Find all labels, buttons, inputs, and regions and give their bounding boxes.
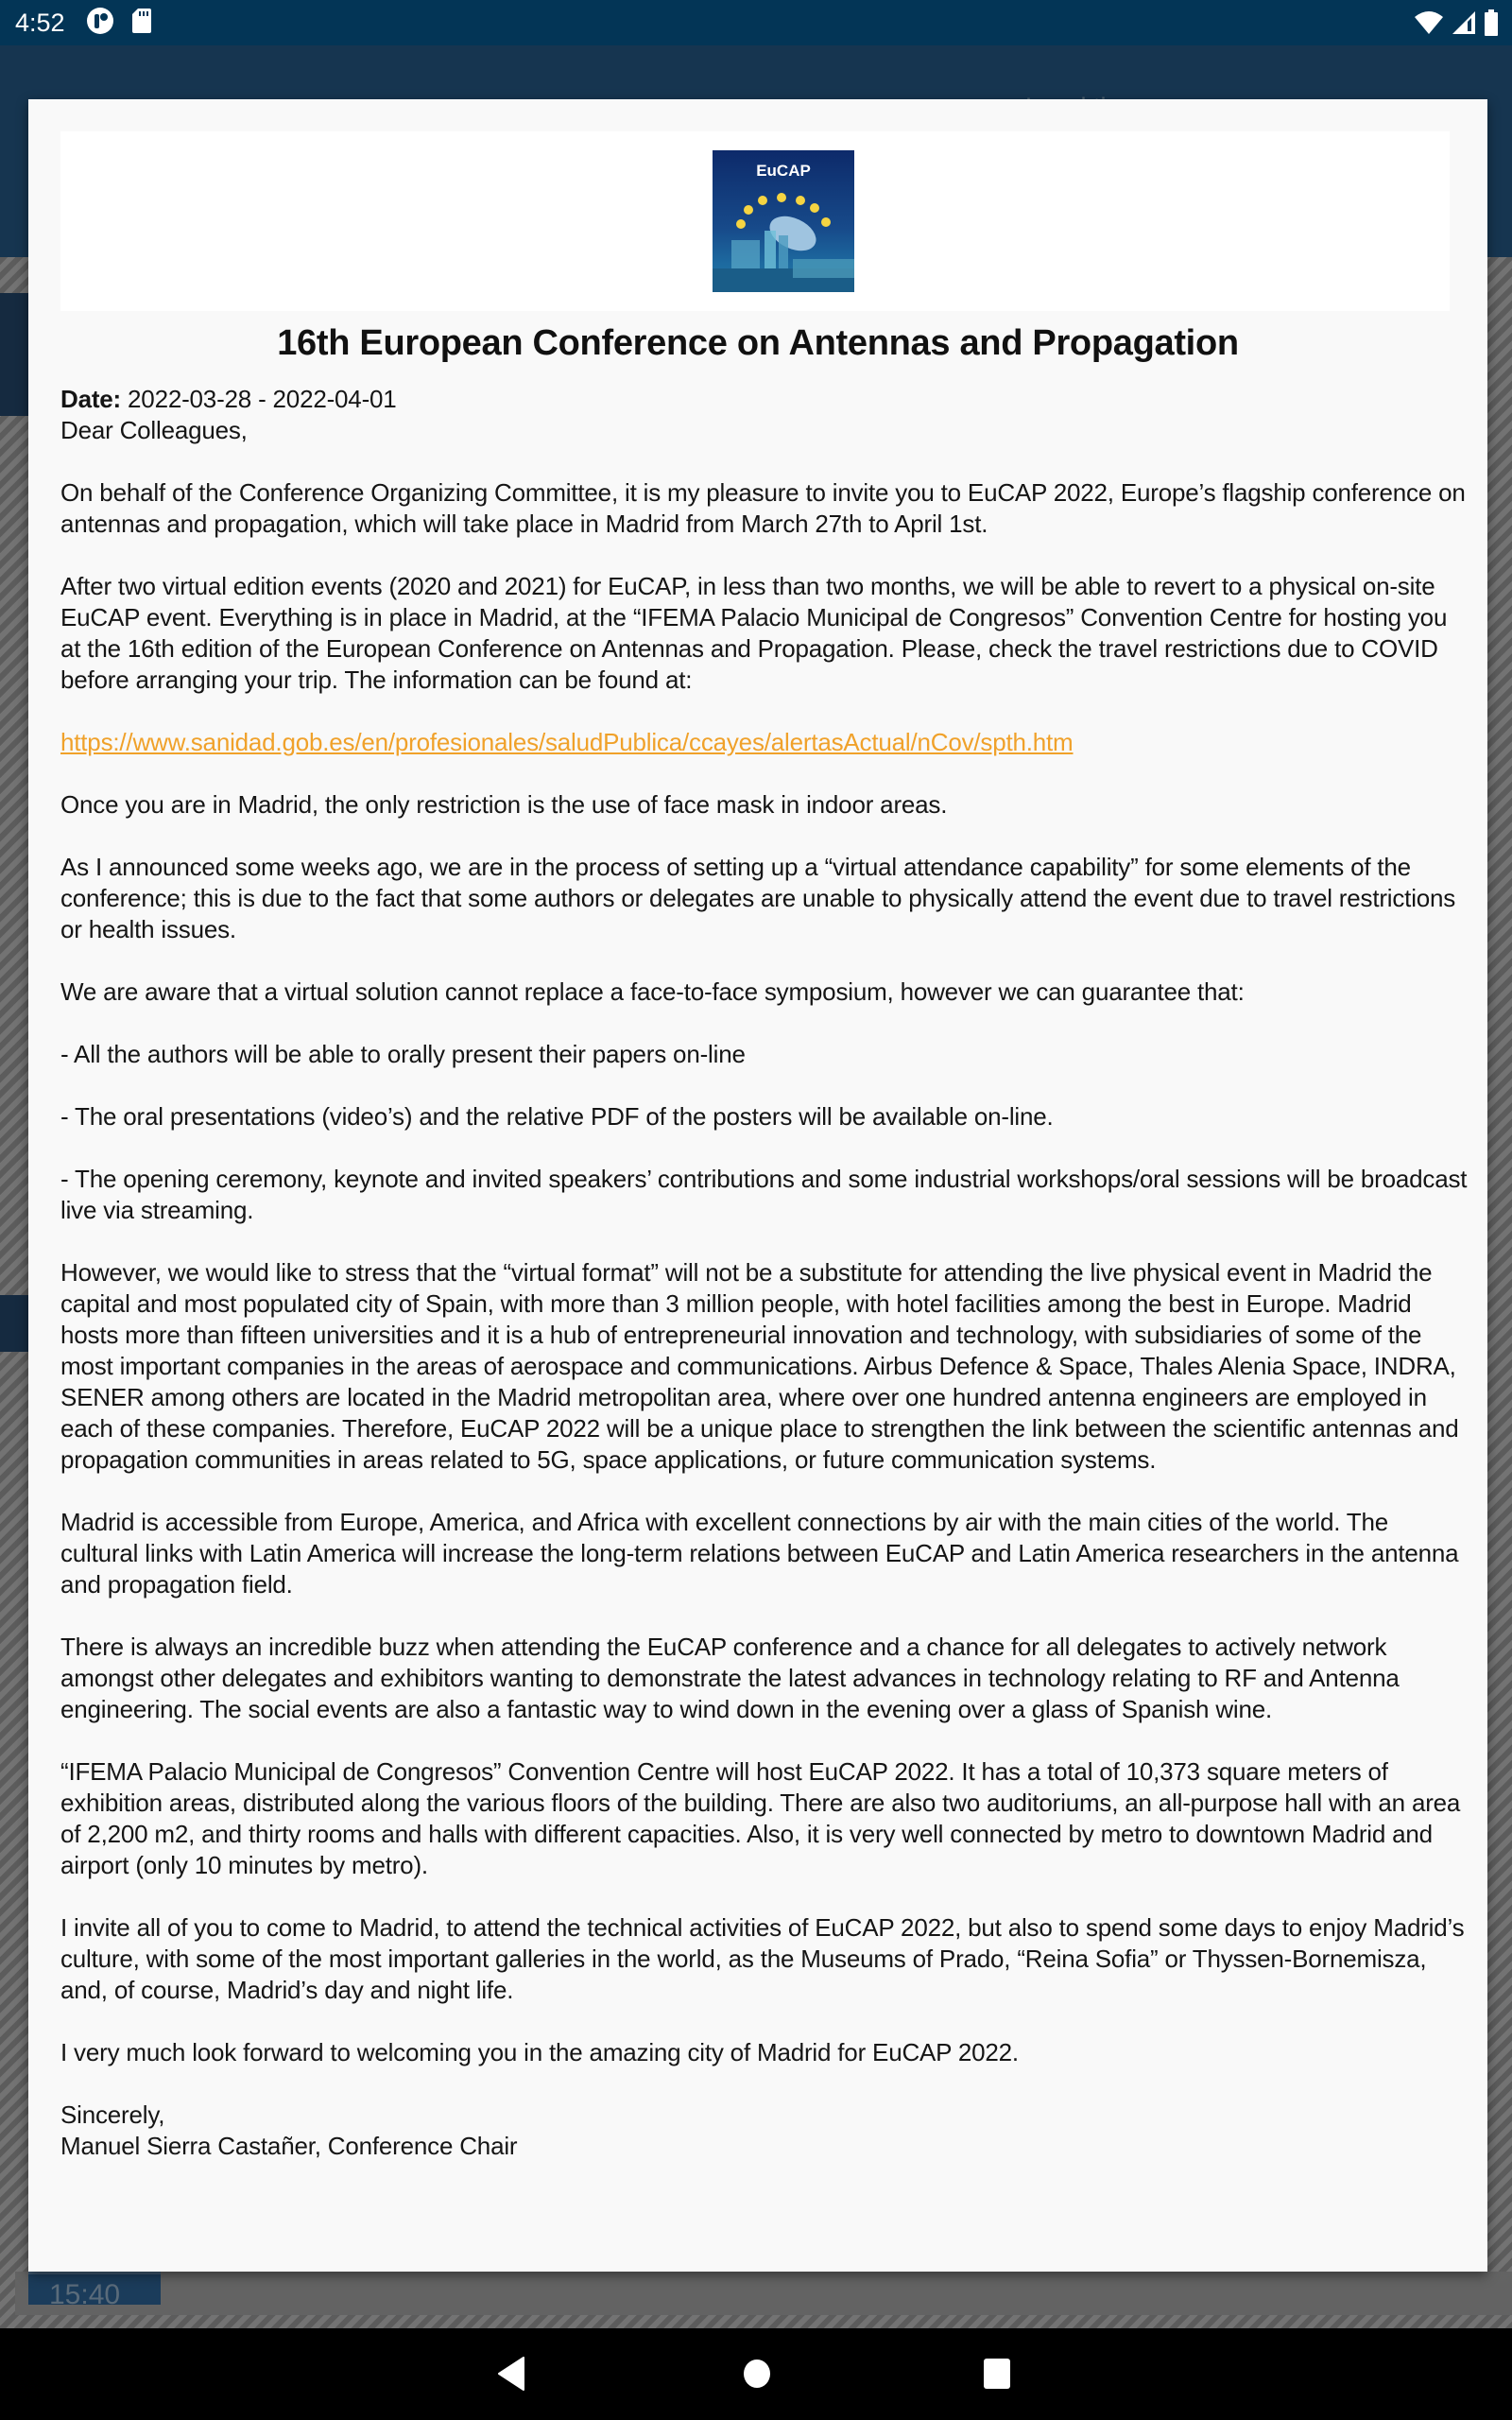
- background-time-text: 15:40: [49, 2279, 121, 2305]
- paragraph: There is always an incredible buzz when attending the EuCAP conference and a chance for all delegates to actively network amongst other delegates and exhibitors wanting to demonstrate the latest advances in technology relating to RF and Antenna engineering. The social events are also a fantastic way to wind down in the evening over a glass of Spanish wine.: [60, 1633, 1400, 1723]
- event-info-dialog: [28, 99, 1487, 2272]
- home-icon[interactable]: [743, 2357, 771, 2395]
- status-bar: [0, 0, 1512, 45]
- logo-text: EuCAP: [756, 162, 811, 180]
- wifi-icon: [1414, 10, 1444, 40]
- paragraph: “IFEMA Palacio Municipal de Congresos” Convention Centre will host EuCAP 2022. It has a total of 10,373 square meters of exhibition areas, distributed along the various floors of the building. There are also two auditoriums, an all-purpose hall with an area of 2,200 m2, and thirty rooms and halls with different capacities. Also, it is very well connected by metro to downtown Madrid and airport (only 10 minutes by metro).: [60, 1757, 1461, 1879]
- background-card: [0, 1295, 28, 1352]
- logo-illustration-icon: [713, 150, 854, 292]
- bullet-item: - The opening ceremony, keynote and invited speakers’ contributions and some industrial workshops/oral sessions will be broadcast live via streaming.: [60, 1165, 1468, 1224]
- battery-icon: [1484, 9, 1499, 41]
- event-title: 16th European Conference on Antennas and Propagation: [277, 323, 1239, 363]
- app-notification-icon: [86, 7, 114, 40]
- back-icon[interactable]: [497, 2357, 525, 2395]
- paragraph: After two virtual edition events (2020 and 2021) for EuCAP, in less than two months, we will be able to revert to a physical on-site EuCAP event. Everything is in place in Madrid, at the “IFEMA Palacio Municipal de Congresos” Convention Centre for hosting you at the 16th edition of the European Conference on Antennas and Propagation. Please, check the travel restrictions due to COVID before arranging your trip. The information can be found at:: [60, 572, 1448, 694]
- closing: Sincerely,: [60, 2100, 165, 2129]
- background-card: [0, 293, 28, 416]
- paragraph: Madrid is accessible from Europe, America, and Africa with excellent connections by air with the main cities of the world. The cultural links with Latin America will increase the long-term relations between EuCAP and Latin America researchers in the antenna and propagation field.: [60, 1508, 1459, 1599]
- date-value: 2022-03-28 - 2022-04-01: [128, 385, 397, 413]
- paragraph: I invite all of you to come to Madrid, to attend the technical activities of EuCAP 2022, but also to spend some days to enjoy Madrid’s culture, with some of the most important galleries in the world, as the Museums of Prado, “Reina Sofia” or Thyssen-Bornemisza, and, of course, Madrid’s day and night life.: [60, 1913, 1465, 2004]
- background-time-card: [28, 2272, 161, 2305]
- paragraph: We are aware that a virtual solution cannot replace a face-to-face symposium, however we can guarantee that:: [60, 977, 1245, 1006]
- date-label: Date:: [60, 385, 122, 413]
- status-time: 4:52: [15, 8, 65, 37]
- covid-travel-link[interactable]: https://www.sanidad.gob.es/en/profesionales/saludPublica/ccayes/alertasActual/nCov/spth.htm: [60, 728, 1074, 756]
- logo-banner: [60, 131, 1450, 311]
- bullet-item: - All the authors will be able to orally present their papers on-line: [60, 1040, 746, 1068]
- eucap-logo: [713, 150, 854, 292]
- paragraph: I very much look forward to welcoming you in the amazing city of Madrid for EuCAP 2022.: [60, 2038, 1019, 2066]
- greeting: Dear Colleagues,: [60, 416, 248, 444]
- background-shade: [15, 2272, 1512, 2315]
- recents-icon[interactable]: [983, 2357, 1011, 2395]
- status-right-icons: [1414, 9, 1499, 41]
- paragraph: On behalf of the Conference Organizing Committee, it is my pleasure to invite you to EuCAP 2022, Europe’s flagship conference on antennas and propagation, which will take place in Madrid from March 27th to April 1st.: [60, 478, 1466, 538]
- signature: Manuel Sierra Castañer, Conference Chair: [60, 2132, 518, 2160]
- date-line: [60, 384, 1469, 415]
- paragraph: However, we would like to stress that the “virtual format” will not be a substitute for attending the live physical event in Madrid the capital and most populated city of Spain, with more than 3 million people, with hotel facilities among the best in Europe. Madrid hosts more than fifteen universities and it is a hub of entrepreneurial innovation and technology, with subsidiaries of some of the most important companies in the areas of aerospace and communications. Airbus Defence & Space, Thales Alenia Space, INDRA, SENER among others are located in the Madrid metropolitan area, where over one hundred antenna engineers are employed in each of these companies. Therefore, EuCAP 2022 will be a unique place to strengthen the link between the scientific antennas and propagation communities in areas related to 5G, space applications, or future communication systems.: [60, 1258, 1459, 1474]
- event-description: [60, 384, 1469, 2162]
- paragraph: Once you are in Madrid, the only restriction is the use of face mask in indoor areas.: [60, 790, 948, 819]
- cell-signal-icon: [1452, 10, 1476, 40]
- system-nav-bar: [0, 2328, 1512, 2420]
- bullet-item: - The oral presentations (video’s) and the relative PDF of the posters will be available on-line.: [60, 1102, 1054, 1131]
- sd-card-icon: [131, 8, 152, 39]
- paragraph: As I announced some weeks ago, we are in the process of setting up a “virtual attendance capability” for some elements of the conference; this is due to the fact that some authors or delegates are unable to physically attend the event due to travel restrictions or health issues.: [60, 853, 1456, 943]
